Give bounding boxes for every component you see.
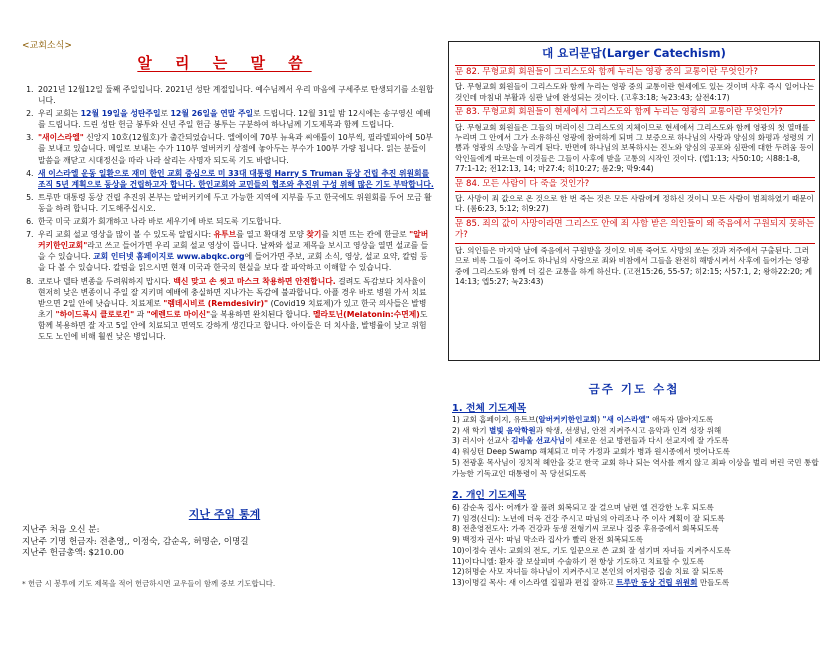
text-segment: 에 들어가면 주보, 교회 소식, 영상, 설교 요약, 칼럼 등을 다 볼 수 있습니다. 칼럼을 읽으시면 현재 미국과 한국의 현실을 보다 잘 파악하고 이해할 수 있습니다. [38, 252, 428, 273]
text-segment: "렘데시비르 (Remdesivir)" [163, 298, 269, 308]
prayer-section-general-title: 1. 전체 기도제목 [452, 403, 527, 414]
text-segment: "하이드록시 클로로킨" [55, 309, 135, 319]
stats-block [22, 525, 420, 560]
stats-line-first-visitors: 지난주 처음 오신 분: [22, 525, 100, 535]
prayer-item [452, 524, 820, 535]
text-segment: 12)허명순 사모 자녀들 하나님이 지켜주시고 본인의 어지럼증 집술 치료 잘 되도록 [452, 567, 724, 577]
text-segment: 7) 임경(신디): 노년에 더욱 건강 주시고 따님의 아리조나 주 이사 계획이 잘 되도록 [452, 513, 725, 523]
prayer-list-general [452, 415, 820, 479]
news-item [36, 168, 434, 190]
news-item [36, 276, 434, 343]
text-segment: 우리 교회는 [38, 109, 81, 119]
catechism-answer: 답. 무형교회 회원들은 그들의 머리이신 그리스도의 지체이므로 현세에서 그리스도와 함께 영광의 첫 열매를 누리며 그 안에서 그가 소유하신 영광에 참여하게 되며 그 보증으로 하나님의 사랑과 양심의 화평과 성령의 기쁨과 영광의 소망을 누리게 된다. 반면에 하나님의 보복하시는 진노와 양심의 공포와 심판에 대한 두려움 등이 악인들에게 따르는데 이것들은 그들이 사후에 받을 고통의 시작인 것이다. (엡1:13; 사50:10; 시88:1-8, 77:1-12; 전12:13, 14; 마27:4; 히10:27; 롬2:9; 막9:44) [455, 122, 814, 174]
text-segment: 로 드립니다. 12월 31일 밤 12시에는 송구영신 예배를 드립니다. 드린 성탄 헌금 봉투와 신년 주일 헌금 봉투는 구분하여 하나님께 기도제목과 함께 드립니다. [38, 109, 431, 130]
text-segment: 멜라토닌(Melatonin:수면제) [313, 309, 420, 319]
catechism-question: 문 83. 무형교회 회원들이 현세에서 그리스도와 함께 누리는 영광의 교통이란 무엇인가? [455, 105, 815, 120]
prayer-item [452, 567, 820, 578]
text-segment: 과 학생, 선생님, 안전 지켜주시고 음악과 인격 성장 위해 [535, 425, 722, 435]
text-segment: 4) 워싱턴 Deep Swamp 해체되고 미국 가정과 교회가 병과 원시종에서 벗어나도록 [452, 447, 730, 457]
text-segment: 이 새로운 선교 방편들과 다시 선교지에 잘 가도록 [565, 436, 729, 446]
text-segment: 별빛 음악학원 [489, 425, 536, 435]
text-segment: 코로나 델타 변종을 두려워하지 맙시다. [38, 276, 174, 286]
text-segment: 한국 미국 교회가 회개하고 나라 바로 세우기에 바로 되도록 기도합니다. [38, 217, 282, 227]
text-segment: "새이스라엘" [38, 133, 84, 143]
text-segment: 알버커키한인교회 [538, 415, 598, 424]
page-title: 알 리 는 말 씀 [137, 54, 312, 72]
text-segment: 8) 전춘영전도사: 가족 건강과 동생 전형기씨 코로나 집중 후유증에서 회복되도록 [452, 524, 719, 534]
prayer-item [452, 458, 820, 479]
text-segment: 만들도록 [697, 577, 730, 587]
section-tag: <교회소식> [22, 41, 72, 51]
text-segment: 새 이스라엘 운동 일환으로 재미 한인 교회 중심으로 미 33대 대통령 Harry S Truman 동상 건립 추진 위원회를 조직 5년 계획으로 동상을 건립하고자 합니다. 한인교회와 교민들의 협조와 추진위 구성 위해 많은 기도 부탁합니다. [38, 168, 434, 189]
prayer-title: 금주 기도 수첩 [588, 382, 680, 396]
stats-line-total: 지난주 헌금총액: $210.00 [22, 548, 125, 558]
text-segment: 13)이명길 목사: 새 이스라엘 집필과 편집 잘하고 [452, 577, 617, 587]
text-segment: 12월 26일을 연말 주일 [170, 109, 254, 119]
text-segment: 11)이다니엘: 환자 잘 보살피며 수술하기 전 항상 기도하고 치료할 수 있도록 [452, 556, 705, 566]
text-segment: 신앙지 10호(12월호)가 출간되었습니다. 엘에이에 70부 뉴욕과 씨애틀이 10부씩, 필라델피아에 50부를 보내고 있습니다. 메일로 보내는 수가 110부 얼버커키 상점에 놓아두는 부수가 100부 가량 됩니다. 읽는 분들이 말씀을 깨닫고 시대정신을 따라 나라 살리는 사명자 되도록 기도 바랍니다. [38, 133, 433, 165]
text-segment: 우리 교회 설교 영상을 많이 볼 수 있도록 알립시다: [38, 230, 214, 240]
text-segment: 9) 백정자 권사: 따님 막소라 집사가 빨리 완전 회복되도록 [452, 535, 644, 545]
text-segment: (Covid19 치료제)가 있고 한국 의사들은 발병 초기 [38, 298, 427, 319]
text-segment: 2021년 12월12일 둘째 주일입니다. 2021년 성탄 계절입니다. 예수님께서 우리 마음에 구세주로 탄생되기를 소원합니다. [38, 85, 434, 106]
text-segment: 유투브 [213, 230, 237, 240]
news-list [22, 84, 434, 344]
text-segment: 걸려도 독감보다 치사율이 현저히 낮은 변종이니 주일 잘 지키며 예배에 충실하면 지나가는 독감에 불과합니다. 아플 경우 바로 병원 가서 치료 받으면 2일 안에 낫습니다. 치료제로 [38, 276, 427, 308]
text-segment: "알버커키한인교회" [38, 230, 429, 251]
catechism-list [455, 64, 815, 289]
news-item [36, 84, 434, 106]
text-segment: 12월 19일을 성탄주일 [80, 109, 161, 119]
text-segment: 트루만 동상 건립 위원회 [616, 577, 698, 587]
prayer-item [452, 426, 820, 437]
prayer-item [452, 546, 820, 557]
text-segment: 김바울 선교사님 [511, 436, 566, 446]
text-segment: 도 함께 복용하면 잘 자고 5일 안에 치료되고 면역도 강하게 생긴다고 합니다. 아이들은 더 치사율, 발병률이 낮고 위험도도 노인에 비해 훨씬 낮은 병입니다. [38, 309, 428, 341]
text-segment: 트루만 대통령 동상 건립 추진위 본부는 알버커키에 두고 가능한 지역에 지부를 두고 한국에도 위원회를 두어 모금 활동을 하려 합니다. 기도해주십시오. [38, 192, 432, 213]
news-item [36, 108, 434, 130]
catechism-question: 문 82. 무형교회 회원들이 그리스도와 함께 누리는 영광 중의 교통이란 무엇인가? [455, 65, 815, 80]
text-segment: 5) 전광훈 목사님이 징치적 헤안을 갖고 한국 교회 하나 되는 역사를 깨지 않고 죄파 이상을 벌리 버린 국민 통합 가능한 기독교인 대통령이 꼭 당선되도록 [452, 457, 819, 478]
text-segment: 를 열고 확대경 모양 [236, 230, 307, 240]
text-segment: 을 복용하면 완치된다 합니다. [210, 309, 314, 319]
catechism-question: 문 85. 죄의 값이 사망이라면 그리스도 안에 죄 사함 받은 의인들이 왜 죽음에서 구원되지 못하는가? [455, 217, 815, 244]
text-segment: 애독자 많아지도록 [649, 415, 714, 424]
offering-note: * 헌금 시 봉투에 기도 제목을 적어 헌금하시면 교우들이 함께 중보 기도합니다. [22, 579, 276, 588]
prayer-item [452, 415, 820, 426]
text-segment: 교회 인터넷 홈페이지로 www.abqkc.org [93, 252, 245, 262]
catechism-question: 문 84. 모든 사람이 다 죽을 것인가? [455, 177, 815, 192]
news-item [36, 216, 434, 227]
text-segment: 찾기 [306, 230, 322, 240]
prayer-item [452, 503, 820, 514]
prayer-item [452, 535, 820, 546]
text-segment: 백신 맞고 손 씻고 마스크 착용하면 안전합니다. [173, 276, 336, 286]
text-segment: 를 치면 뜨는 칸에 한글로 [321, 230, 410, 240]
text-segment: 과 [134, 309, 147, 319]
text-segment: 1) 교회 홈페이지, 유트브( [452, 415, 539, 424]
text-segment: 10)이정숙 권사: 교회의 전도, 기도 일꾼으로 쓴 교회 잘 섬기며 자녀들 지켜주시도록 [452, 545, 731, 555]
prayer-item [452, 514, 820, 525]
news-item [36, 229, 434, 273]
catechism-answer: 답. 무형교회 회원들이 그리스도와 함께 누리는 영광 중의 교통이란 현세에도 있는 것이며 사후 즉시 일어나는 것인데 마침내 부활과 심판 날에 완성되는 것이다. (고후3:18; 눅23:43; 살전4:17) [455, 82, 814, 102]
text-segment: 6) 감순옥 집사: 어깨가 잘 풀려 회복되고 잘 걸으며 남편 엘 건강한 노후 되도록 [452, 503, 714, 512]
catechism-title: 대 요리문답(Larger Catechism) [542, 46, 726, 60]
prayer-list-personal [452, 503, 820, 589]
text-segment: ) [597, 415, 603, 424]
stats-title: 지난 주일 통계 [188, 508, 261, 521]
prayer-section-personal-title: 2. 개인 기도제목 [452, 490, 527, 501]
text-segment: 3) 러시아 선교사 [452, 436, 512, 446]
prayer-item [452, 578, 820, 589]
text-segment: "새 이스라엘" [602, 415, 650, 424]
news-item [36, 192, 434, 214]
prayer-item [452, 436, 820, 447]
prayer-item [452, 557, 820, 568]
text-segment: 로 [160, 109, 171, 119]
text-segment: "에렌드로 마이신" [146, 309, 211, 319]
text-segment: 2) 새 학기 [452, 425, 490, 435]
catechism-answer: 답. 의인들은 마지막 날에 죽음에서 구원받을 것이오 비록 죽어도 사망의 쏘는 것과 저주에서 구출된다. 그러므로 비록 그들이 죽어도 하나님의 사랑으로 죄와 비참에서 그들을 완전히 해방시켜서 사후에 들어가는 영광 중에 그리스도와 함께 더 깊은 교통을 하게 하신다. (고전15:26, 55-57; 히2:15; 사57:1, 2; 왕하22:20; 계14:13; 엡5:27; 눅23:43) [455, 245, 813, 286]
catechism-answer: 답. 사망이 죄 값으로 온 것으로 한 번 죽는 것은 모든 사람에게 정하신 것이니 모든 사람이 범죄하였기 때문이다. (롬6:23, 5:12; 히9:27) [455, 194, 814, 214]
stats-line-donors: 지난주 기명 헌금자: 전춘영,, 이정숙, 감순옥, 허명순, 이명길 [22, 536, 249, 547]
news-item [36, 132, 434, 165]
text-segment: 라고 쓰고 들어가면 우리 교회 설교 영상이 뜹니다. 날짜와 설교 제목을 보시고 영상을 열면 설교를 들을 수 있습니다. [38, 241, 429, 262]
prayer-item [452, 447, 820, 458]
